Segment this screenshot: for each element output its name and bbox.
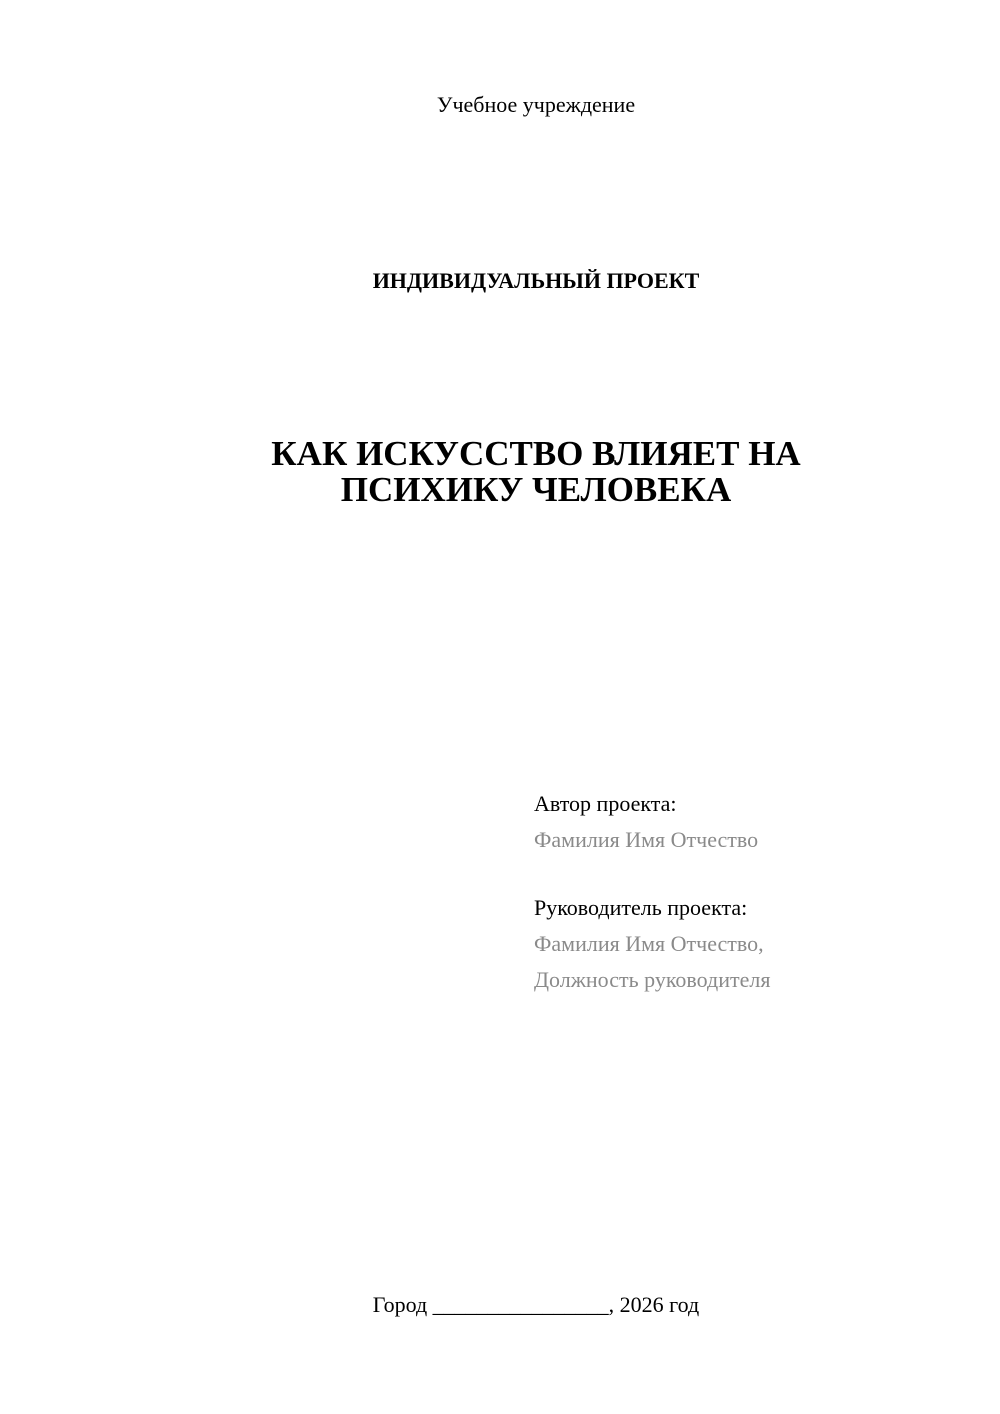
project-title-line-2: ПСИХИКУ ЧЕЛОВЕКА: [340, 470, 732, 509]
project-title-line-1: КАК ИСКУССТВО ВЛИЯЕТ НА: [271, 434, 801, 473]
author-name-placeholder: Фамилия Имя Отчество: [534, 827, 759, 852]
details-spacer: [534, 858, 974, 890]
supervisor-label: Руководитель проекта:: [534, 895, 748, 920]
institution-name: Учебное учреждение: [436, 92, 636, 117]
author-label: Автор проекта:: [534, 791, 677, 816]
supervisor-name-placeholder: Фамилия Имя Отчество,: [534, 931, 764, 956]
city-blank-line: ________________: [432, 1292, 609, 1317]
year-text: , 2026 год: [608, 1292, 700, 1317]
supervisor-position-placeholder: Должность руководителя: [534, 967, 771, 992]
city-year-line: [0, 1290, 1000, 1320]
project-title: [0, 436, 1000, 508]
project-type-heading: ИНДИВИДУАЛЬНЫЙ ПРОЕКТ: [372, 268, 700, 293]
city-label: Город: [372, 1292, 428, 1317]
project-details: [534, 786, 974, 998]
